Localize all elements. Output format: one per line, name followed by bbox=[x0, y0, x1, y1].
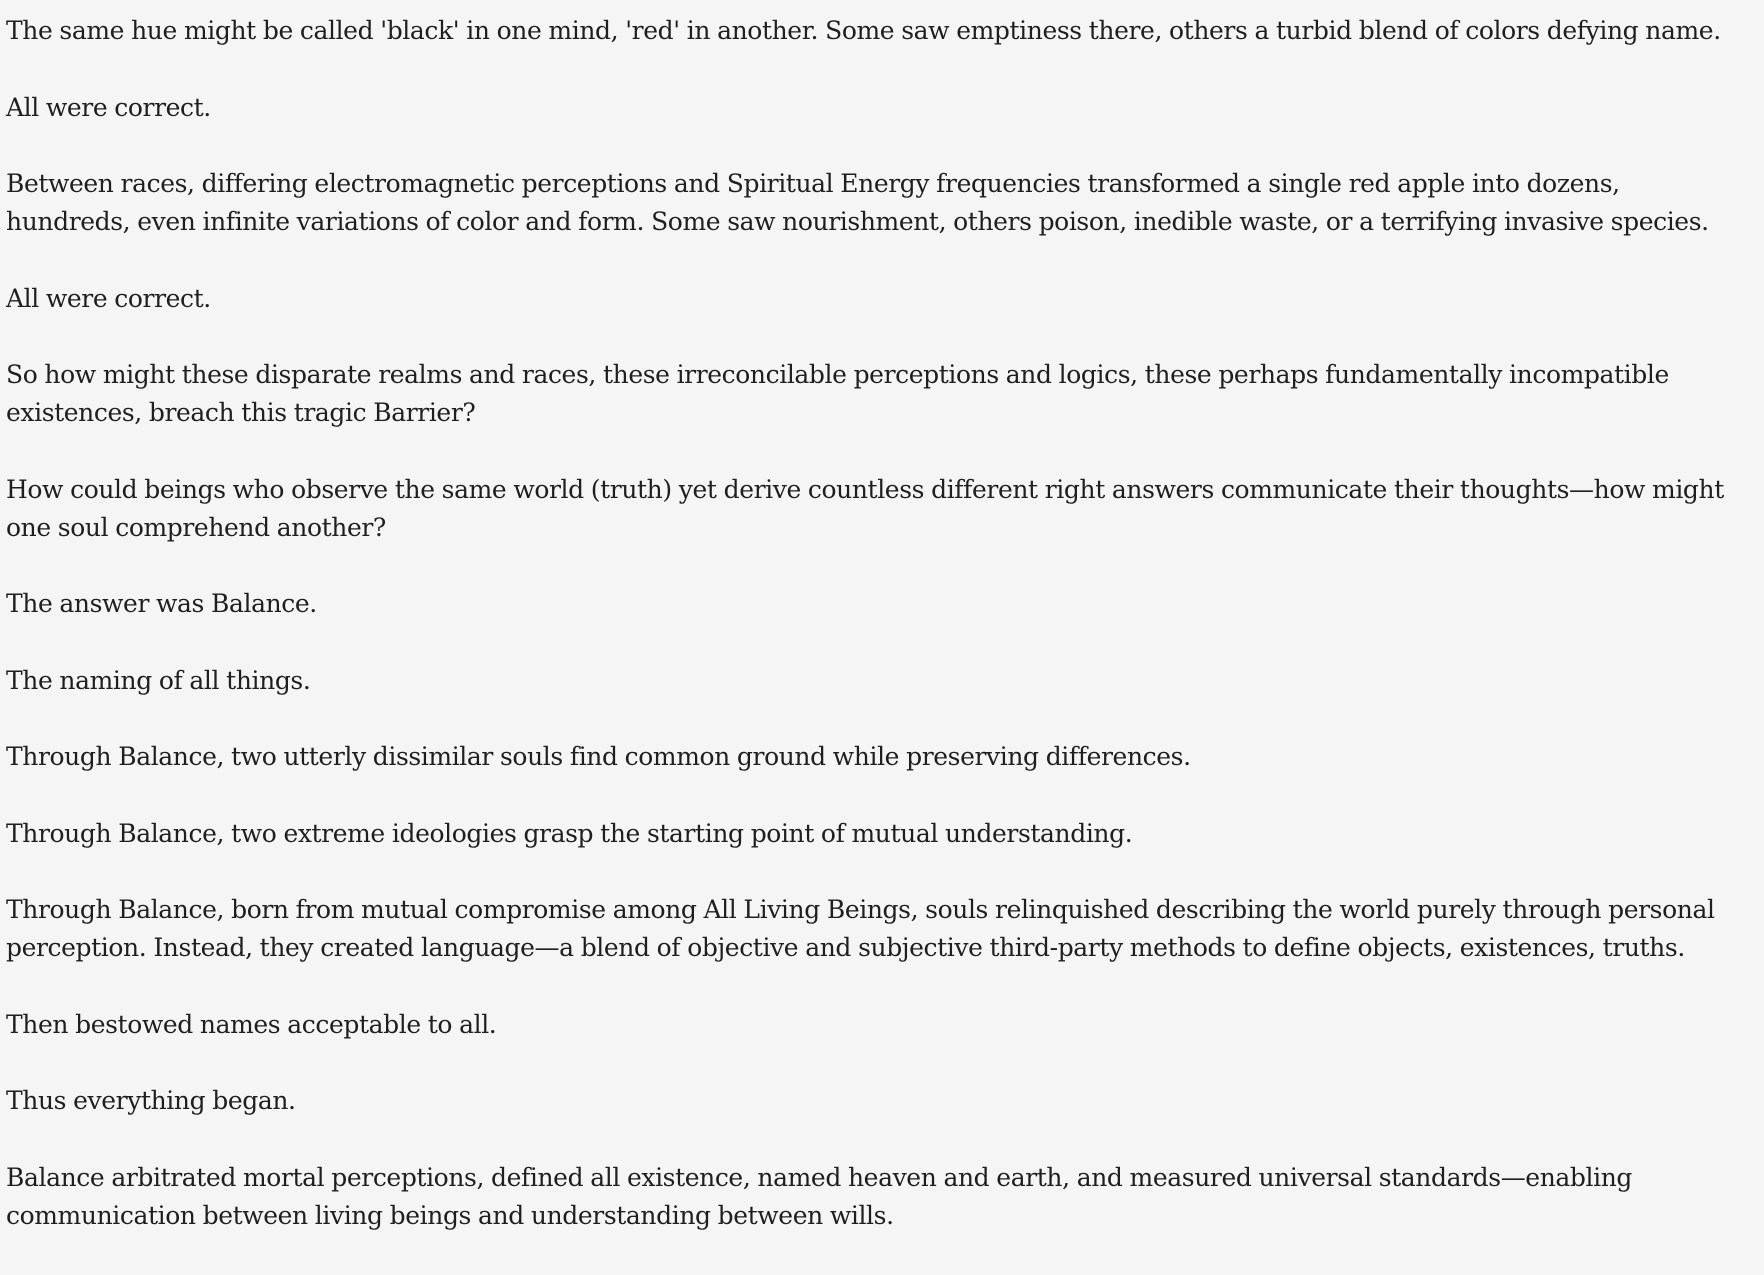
paragraph-9: Through Balance, two utterly dissimilar souls find common ground while preserving differences. bbox=[6, 742, 1191, 771]
paragraph-1: The same hue might be called 'black' in one mind, 'red' in another. Some saw emptiness there, others a turbid blend of colors defying name. bbox=[6, 16, 1721, 45]
paragraph-14: Balance arbitrated mortal perceptions, defined all existence, named heaven and earth, and measured universal standards—enabling communication between living beings and understanding between wills. bbox=[6, 1162, 1633, 1230]
paragraph-4: All were correct. bbox=[6, 283, 211, 313]
paragraph-7: The answer was Balance. bbox=[6, 589, 317, 618]
paragraph-12: Then bestowed names acceptable to all. bbox=[6, 1009, 497, 1039]
paragraph-10: Through Balance, two extreme ideologies grasp the starting point of mutual understanding. bbox=[6, 818, 1133, 848]
paragraph-5: So how might these disparate realms and races, these irreconcilable perceptions and logics, these perhaps fundamentally incompatible existences, breach this tragic Barrier? bbox=[6, 360, 1669, 427]
paragraph-11: Through Balance, born from mutual compromise among All Living Beings, souls relinquished describing the world purely through personal perception. Instead, they created language—a blend of objective and subjective third-party methods to define objects, existences, truths. bbox=[6, 895, 1715, 962]
paragraph-13: Thus everything began. bbox=[6, 1086, 296, 1115]
paragraph-3: Between races, differing electromagnetic perceptions and Spiritual Energy frequencies transformed a single red apple into dozens, hundreds, even infinite variations of color and form. Some saw nourishment, others poison, inedible waste, or a terrifying invasive species. bbox=[6, 169, 1709, 236]
paragraph-2: All were correct. bbox=[6, 92, 211, 122]
paragraph-8: The naming of all things. bbox=[6, 665, 311, 695]
paragraph-6: How could beings who observe the same world (truth) yet derive countless different right answers communicate their thoughts—how might one soul comprehend another? bbox=[6, 474, 1724, 542]
